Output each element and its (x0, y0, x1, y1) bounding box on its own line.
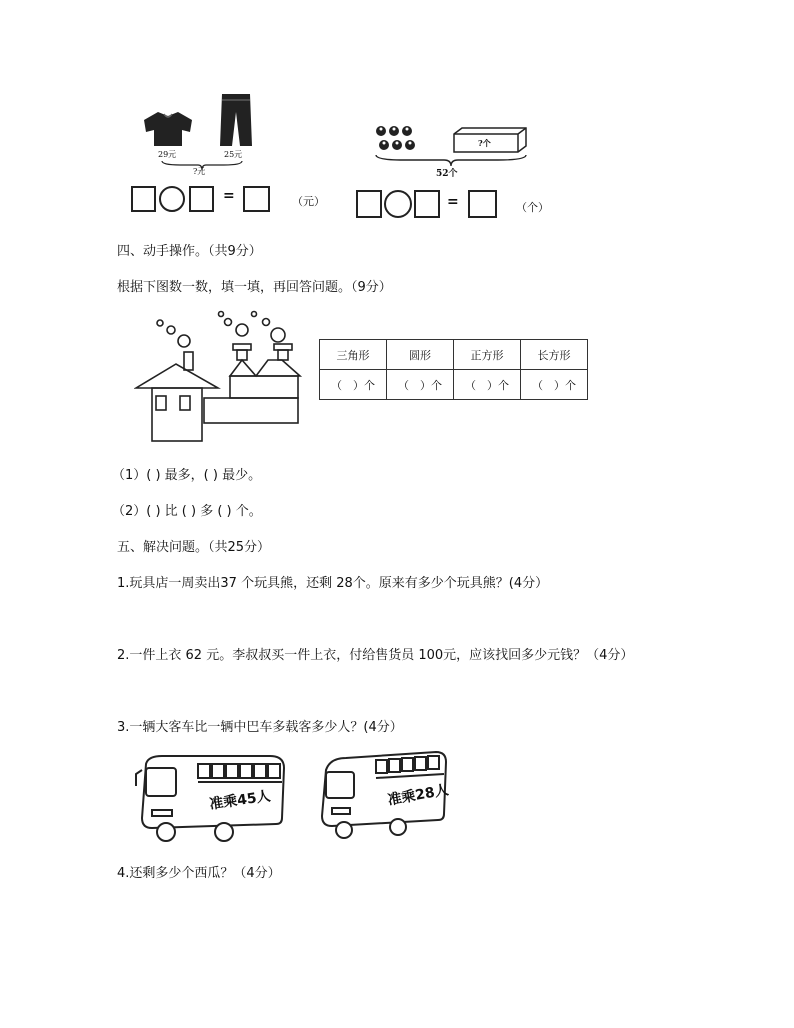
count-rectangle[interactable]: （ ）个 (521, 370, 588, 400)
section4-heading: 四、动手操作。（共9分） (117, 244, 262, 259)
operator-circle-2[interactable] (384, 190, 412, 218)
answer-box-3[interactable] (356, 190, 382, 218)
header-triangle: 三角形 (320, 340, 387, 370)
shirt-illustration (140, 108, 196, 148)
count-triangle[interactable]: （ ）个 (320, 370, 387, 400)
house-figure (134, 310, 304, 444)
problem-4: 4.还剩多少个西瓜？（4分） (117, 866, 281, 881)
equals-sign-2: = (447, 194, 459, 210)
problem-2: 2.一件上衣 62 元。李叔叔买一件上衣，付给售货员 100元，应该找回多少元钱？（4分） (117, 648, 634, 663)
operator-circle[interactable] (159, 186, 185, 212)
answer-box-4[interactable] (414, 190, 440, 218)
shape-count-table (319, 339, 588, 400)
shirt-price: 29元 (158, 150, 177, 159)
large-bus-label: 准乘45人 (208, 788, 272, 813)
pants-price: 25元 (224, 150, 243, 159)
answer-box-result-2[interactable] (468, 190, 497, 218)
answer-box-1[interactable] (131, 186, 156, 212)
answer-box-2[interactable] (189, 186, 214, 212)
header-circle: 圆形 (387, 340, 454, 370)
section4-question-1: （1）( ) 最多，( ) 最少。 (112, 468, 262, 483)
count-circle[interactable]: （ ）个 (387, 370, 454, 400)
total-brace (374, 152, 528, 166)
total-label: 52个 (436, 169, 458, 179)
difference-label: ?元 (193, 167, 206, 176)
box-label: ?个 (478, 138, 491, 148)
balls-illustration (374, 124, 420, 154)
answer-box-result[interactable] (243, 186, 270, 212)
equals-sign: = (223, 188, 235, 204)
medium-bus-label: 准乘28人 (386, 782, 450, 809)
section4-instruction: 根据下图数一数，填一填，再回答问题。（9分） (117, 280, 392, 295)
problem-3: 3.一辆大客车比一辆中巴车多载客多少人？(4分） (117, 720, 403, 735)
pants-illustration (216, 92, 256, 148)
header-square: 正方形 (454, 340, 521, 370)
unit-yuan: （元） (292, 195, 325, 208)
count-square[interactable]: （ ）个 (454, 370, 521, 400)
section4-question-2: （2）( ) 比 ( ) 多 ( ) 个。 (112, 504, 262, 519)
header-rectangle: 长方形 (521, 340, 588, 370)
section5-heading: 五、解决问题。（共25分） (117, 540, 271, 555)
unit-ge: （个） (516, 201, 549, 214)
problem-1: 1.玩具店一周卖出37 个玩具熊，还剩 28个。原来有多少个玩具熊？(4分） (117, 576, 549, 591)
